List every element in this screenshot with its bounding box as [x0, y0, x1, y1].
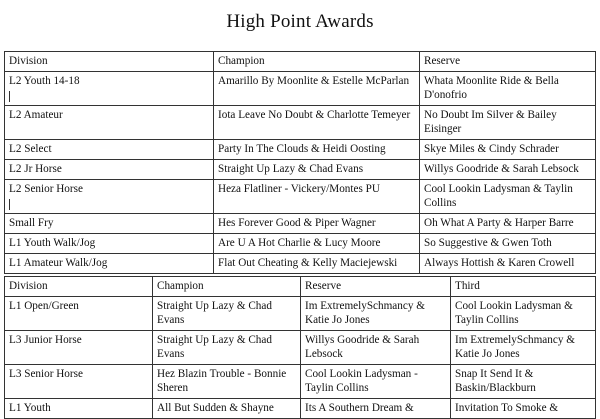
reserve-cell: No Doubt Im Silver & Bailey Eisinger	[420, 106, 596, 140]
header-champion: Champion	[153, 277, 301, 297]
table-row	[5, 399, 596, 419]
third-cell: Snap It Send It & Baskin/Blackburn	[451, 365, 596, 399]
header-reserve: Reserve	[301, 277, 451, 297]
reserve-cell: Willys Goodride & Sarah Lebsock	[420, 160, 596, 180]
reserve-cell: So Suggestive & Gwen Toth	[420, 234, 596, 254]
reserve-cell: Cool Lookin Ladysman - Taylin Collins	[301, 365, 451, 399]
reserve-cell: Its A Southern Dream &	[301, 399, 451, 419]
third-cell: Cool Lookin Ladysman & Taylin Collins	[451, 297, 596, 331]
reserve-cell: Im ExtremelySchmancy & Katie Jo Jones	[301, 297, 451, 331]
champion-cell: Amarillo By Moonlite & Estelle McParlan	[214, 72, 420, 106]
division-cell: L3 Junior Horse	[5, 331, 153, 365]
table-row	[5, 331, 596, 365]
table-row	[5, 297, 596, 331]
champion-cell: Hez Blazin Trouble - Bonnie Sheren	[153, 365, 301, 399]
cursor-bar	[9, 91, 10, 102]
division-cell: Small Fry	[5, 214, 214, 234]
division-cell: L1 Youth	[5, 399, 153, 419]
champion-cell: Heza Flatliner - Vickery/Montes PU	[214, 180, 420, 214]
division-cell: L2 Select	[5, 140, 214, 160]
division-cell: L1 Amateur Walk/Jog	[5, 254, 214, 274]
cursor-bar	[9, 199, 10, 210]
reserve-cell: Whata Moonlite Ride & Bella D'onofrio	[420, 72, 596, 106]
table-row	[5, 214, 596, 234]
champion-cell: Straight Up Lazy & Chad Evans	[214, 160, 420, 180]
division-cell	[5, 72, 214, 106]
division-cell: L2 Amateur	[5, 106, 214, 140]
reserve-cell: Always Hottish & Karen Crowell	[420, 254, 596, 274]
table-header-row	[5, 277, 596, 297]
reserve-cell: Skye Miles & Cindy Schrader	[420, 140, 596, 160]
champion-cell: Hes Forever Good & Piper Wagner	[214, 214, 420, 234]
division-cell: L2 Jr Horse	[5, 160, 214, 180]
table-row	[5, 180, 596, 214]
third-cell: Invitation To Smoke &	[451, 399, 596, 419]
division-cell: L1 Youth Walk/Jog	[5, 234, 214, 254]
division-cell: L1 Open/Green	[5, 297, 153, 331]
page-title: High Point Awards	[226, 11, 374, 32]
champion-cell: Flat Out Cheating & Kelly Maciejewski	[214, 254, 420, 274]
champion-cell: Straight Up Lazy & Chad Evans	[153, 331, 301, 365]
header-champion: Champion	[214, 52, 420, 72]
header-division: Division	[5, 52, 214, 72]
table-row	[5, 365, 596, 399]
reserve-cell: Oh What A Party & Harper Barre	[420, 214, 596, 234]
division-text: L2 Senior Horse	[9, 183, 83, 195]
champion-cell: Straight Up Lazy & Chad Evans	[153, 297, 301, 331]
high-point-awards-table	[4, 51, 596, 274]
division-text: L2 Youth 14-18	[9, 75, 80, 87]
table-row	[5, 160, 596, 180]
champion-cell: All But Sudden & Shayne	[153, 399, 301, 419]
table-row	[5, 140, 596, 160]
table-row	[5, 254, 596, 274]
table-row	[5, 234, 596, 254]
division-cell	[5, 180, 214, 214]
header-reserve: Reserve	[420, 52, 596, 72]
champion-cell: Are U A Hot Charlie & Lucy Moore	[214, 234, 420, 254]
table-header-row	[5, 52, 596, 72]
reserve-cell: Cool Lookin Ladysman & Taylin Collins	[420, 180, 596, 214]
high-point-awards-table-2	[4, 276, 596, 419]
header-third: Third	[451, 277, 596, 297]
third-cell: Im ExtremelySchmancy & Katie Jo Jones	[451, 331, 596, 365]
header-division: Division	[5, 277, 153, 297]
champion-cell: Iota Leave No Doubt & Charlotte Temeyer	[214, 106, 420, 140]
reserve-cell: Willys Goodride & Sarah Lebsock	[301, 331, 451, 365]
division-cell: L3 Senior Horse	[5, 365, 153, 399]
table-row	[5, 72, 596, 106]
champion-cell: Party In The Clouds & Heidi Oosting	[214, 140, 420, 160]
table-row	[5, 106, 596, 140]
